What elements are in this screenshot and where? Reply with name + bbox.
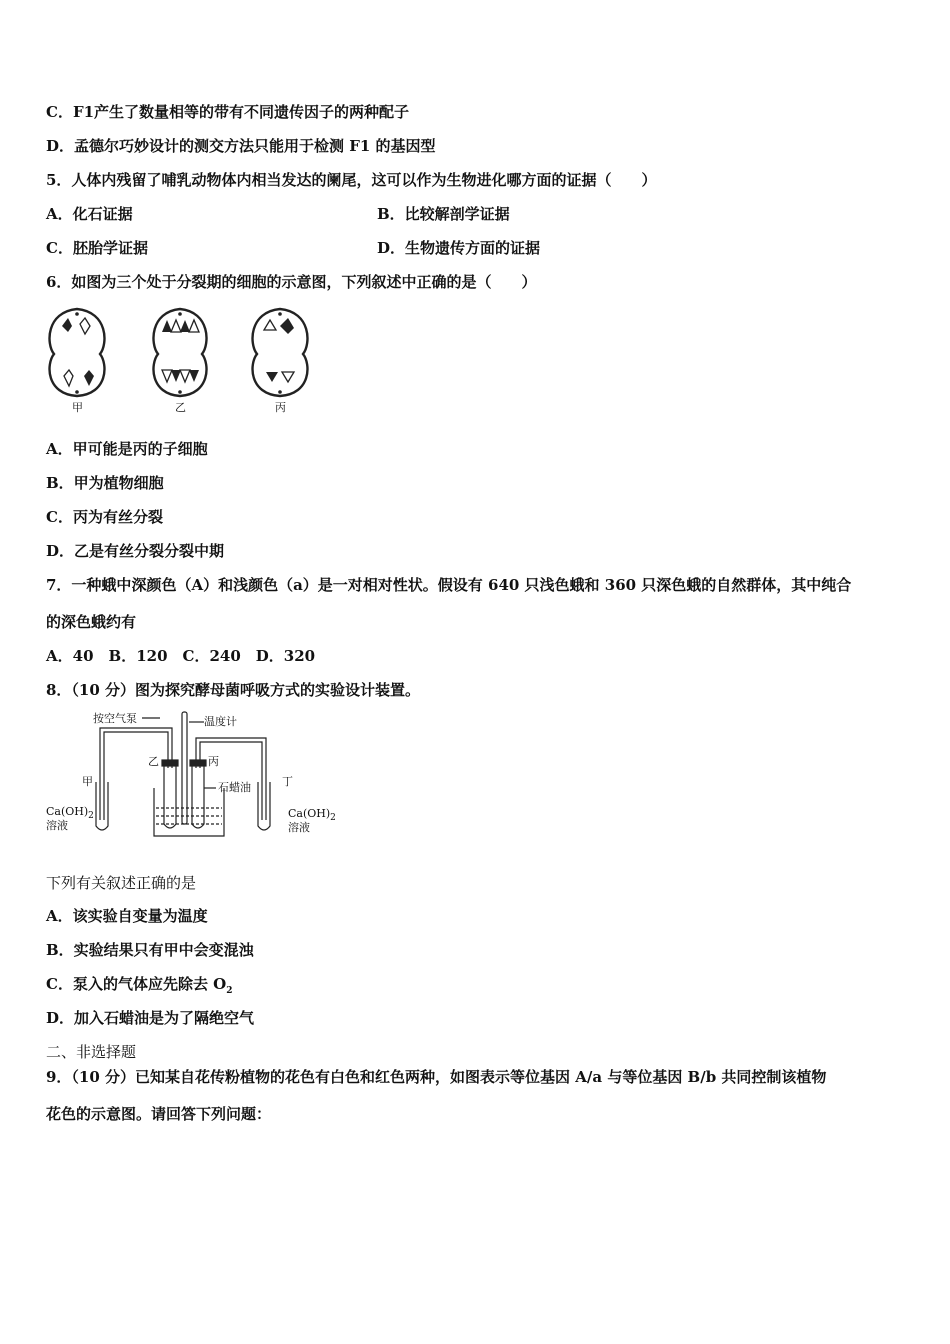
q5-option-a: A．化石证据 [46, 205, 133, 223]
tube-jia-label: 甲 [82, 775, 93, 788]
q6-stem: 6．如图为三个处于分裂期的细胞的示意图，下列叙述中正确的是（ ） [46, 273, 537, 291]
q6-option-b: B．甲为植物细胞 [46, 474, 164, 492]
tube-bing-label: 丙 [208, 755, 219, 768]
cell-label-yi: 乙 [175, 401, 186, 414]
q8-option-a: A．该实验自变量为温度 [46, 907, 208, 925]
pump-label: 按空气泵 [93, 712, 137, 725]
q4-option-d: D．孟德尔巧妙设计的测交方法只能用于检测 F1 的基因型 [46, 137, 436, 155]
tube-yi-label: 乙 [148, 755, 159, 768]
q5-option-d: D．生物遗传方面的证据 [377, 239, 541, 257]
tube-ding-label: 丁 [282, 775, 293, 788]
thermometer-shape [182, 712, 187, 824]
paraffin-label: 石蜡油 [218, 781, 251, 794]
q5-option-b: B．比较解剖学证据 [377, 205, 510, 223]
q9-stem-line2: 花色的示意图。请回答下列问题： [46, 1105, 272, 1123]
q8-option-c: C．泵入的气体应先除去 $O_2$ [46, 975, 233, 996]
cell-label-jia: 甲 [72, 401, 83, 414]
q5-option-c: C．胚胎学证据 [46, 239, 148, 257]
cell-label-bing: 丙 [275, 401, 286, 414]
left-reagent-label: $Ca(OH)_2$ [46, 805, 94, 822]
q7-options: A．40 B．120 C．240 D．320 [46, 647, 316, 665]
cell-yi-outline [153, 309, 206, 396]
q6-option-c: C．丙为有丝分裂 [46, 508, 163, 526]
chromosomes-bing [264, 312, 294, 394]
right-solution-label: 溶液 [288, 821, 310, 834]
section-heading: 二、非选择题 [46, 1043, 137, 1061]
q8-prompt: 下列有关叙述正确的是 [46, 874, 197, 892]
q8-option-d: D．加入石蜡油是为了隔绝空气 [46, 1009, 255, 1027]
cell-jia-outline [50, 309, 105, 396]
q8-stem: 8．（10 分）图为探究酵母菌呼吸方式的实验设计装置。 [46, 681, 421, 699]
chromosomes-yi [162, 312, 199, 394]
right-reagent-label: $Ca(OH)_2$ [288, 807, 336, 824]
chromosomes-jia [62, 312, 94, 394]
left-solution-label: 溶液 [46, 819, 68, 832]
q6-option-a: A．甲可能是丙的子细胞 [46, 440, 208, 458]
q6-option-d: D．乙是有丝分裂分裂中期 [46, 542, 225, 560]
q8-apparatus-figure [44, 708, 344, 842]
q8-option-b: B．实验结果只有甲中会变混浊 [46, 941, 254, 959]
q7-stem-line2: 的深色蛾约有 [46, 613, 137, 631]
thermometer-label: 温度计 [204, 715, 237, 728]
q4-option-c: C．F1产生了数量相等的带有不同遗传因子的两种配子 [46, 103, 410, 121]
q5-stem: 5．人体内残留了哺乳动物体内相当发达的阑尾，这可以作为生物进化哪方面的证据（ ） [46, 171, 657, 189]
q7-stem-line1: 7．一种蛾中深颜色（A）和浅颜色（a）是一对相对性状。假设有 640 只浅色蛾和 360 只深色蛾的自然群体，其中纯合 [46, 576, 852, 594]
q6-cell-figure [44, 304, 324, 418]
cell-bing-outline [253, 309, 308, 396]
q9-stem-line1: 9．（10 分）已知某自花传粉植物的花色有白色和红色两种，如图表示等位基因 A/a 与等位基因 B/b 共同控制该植物 [46, 1068, 827, 1086]
